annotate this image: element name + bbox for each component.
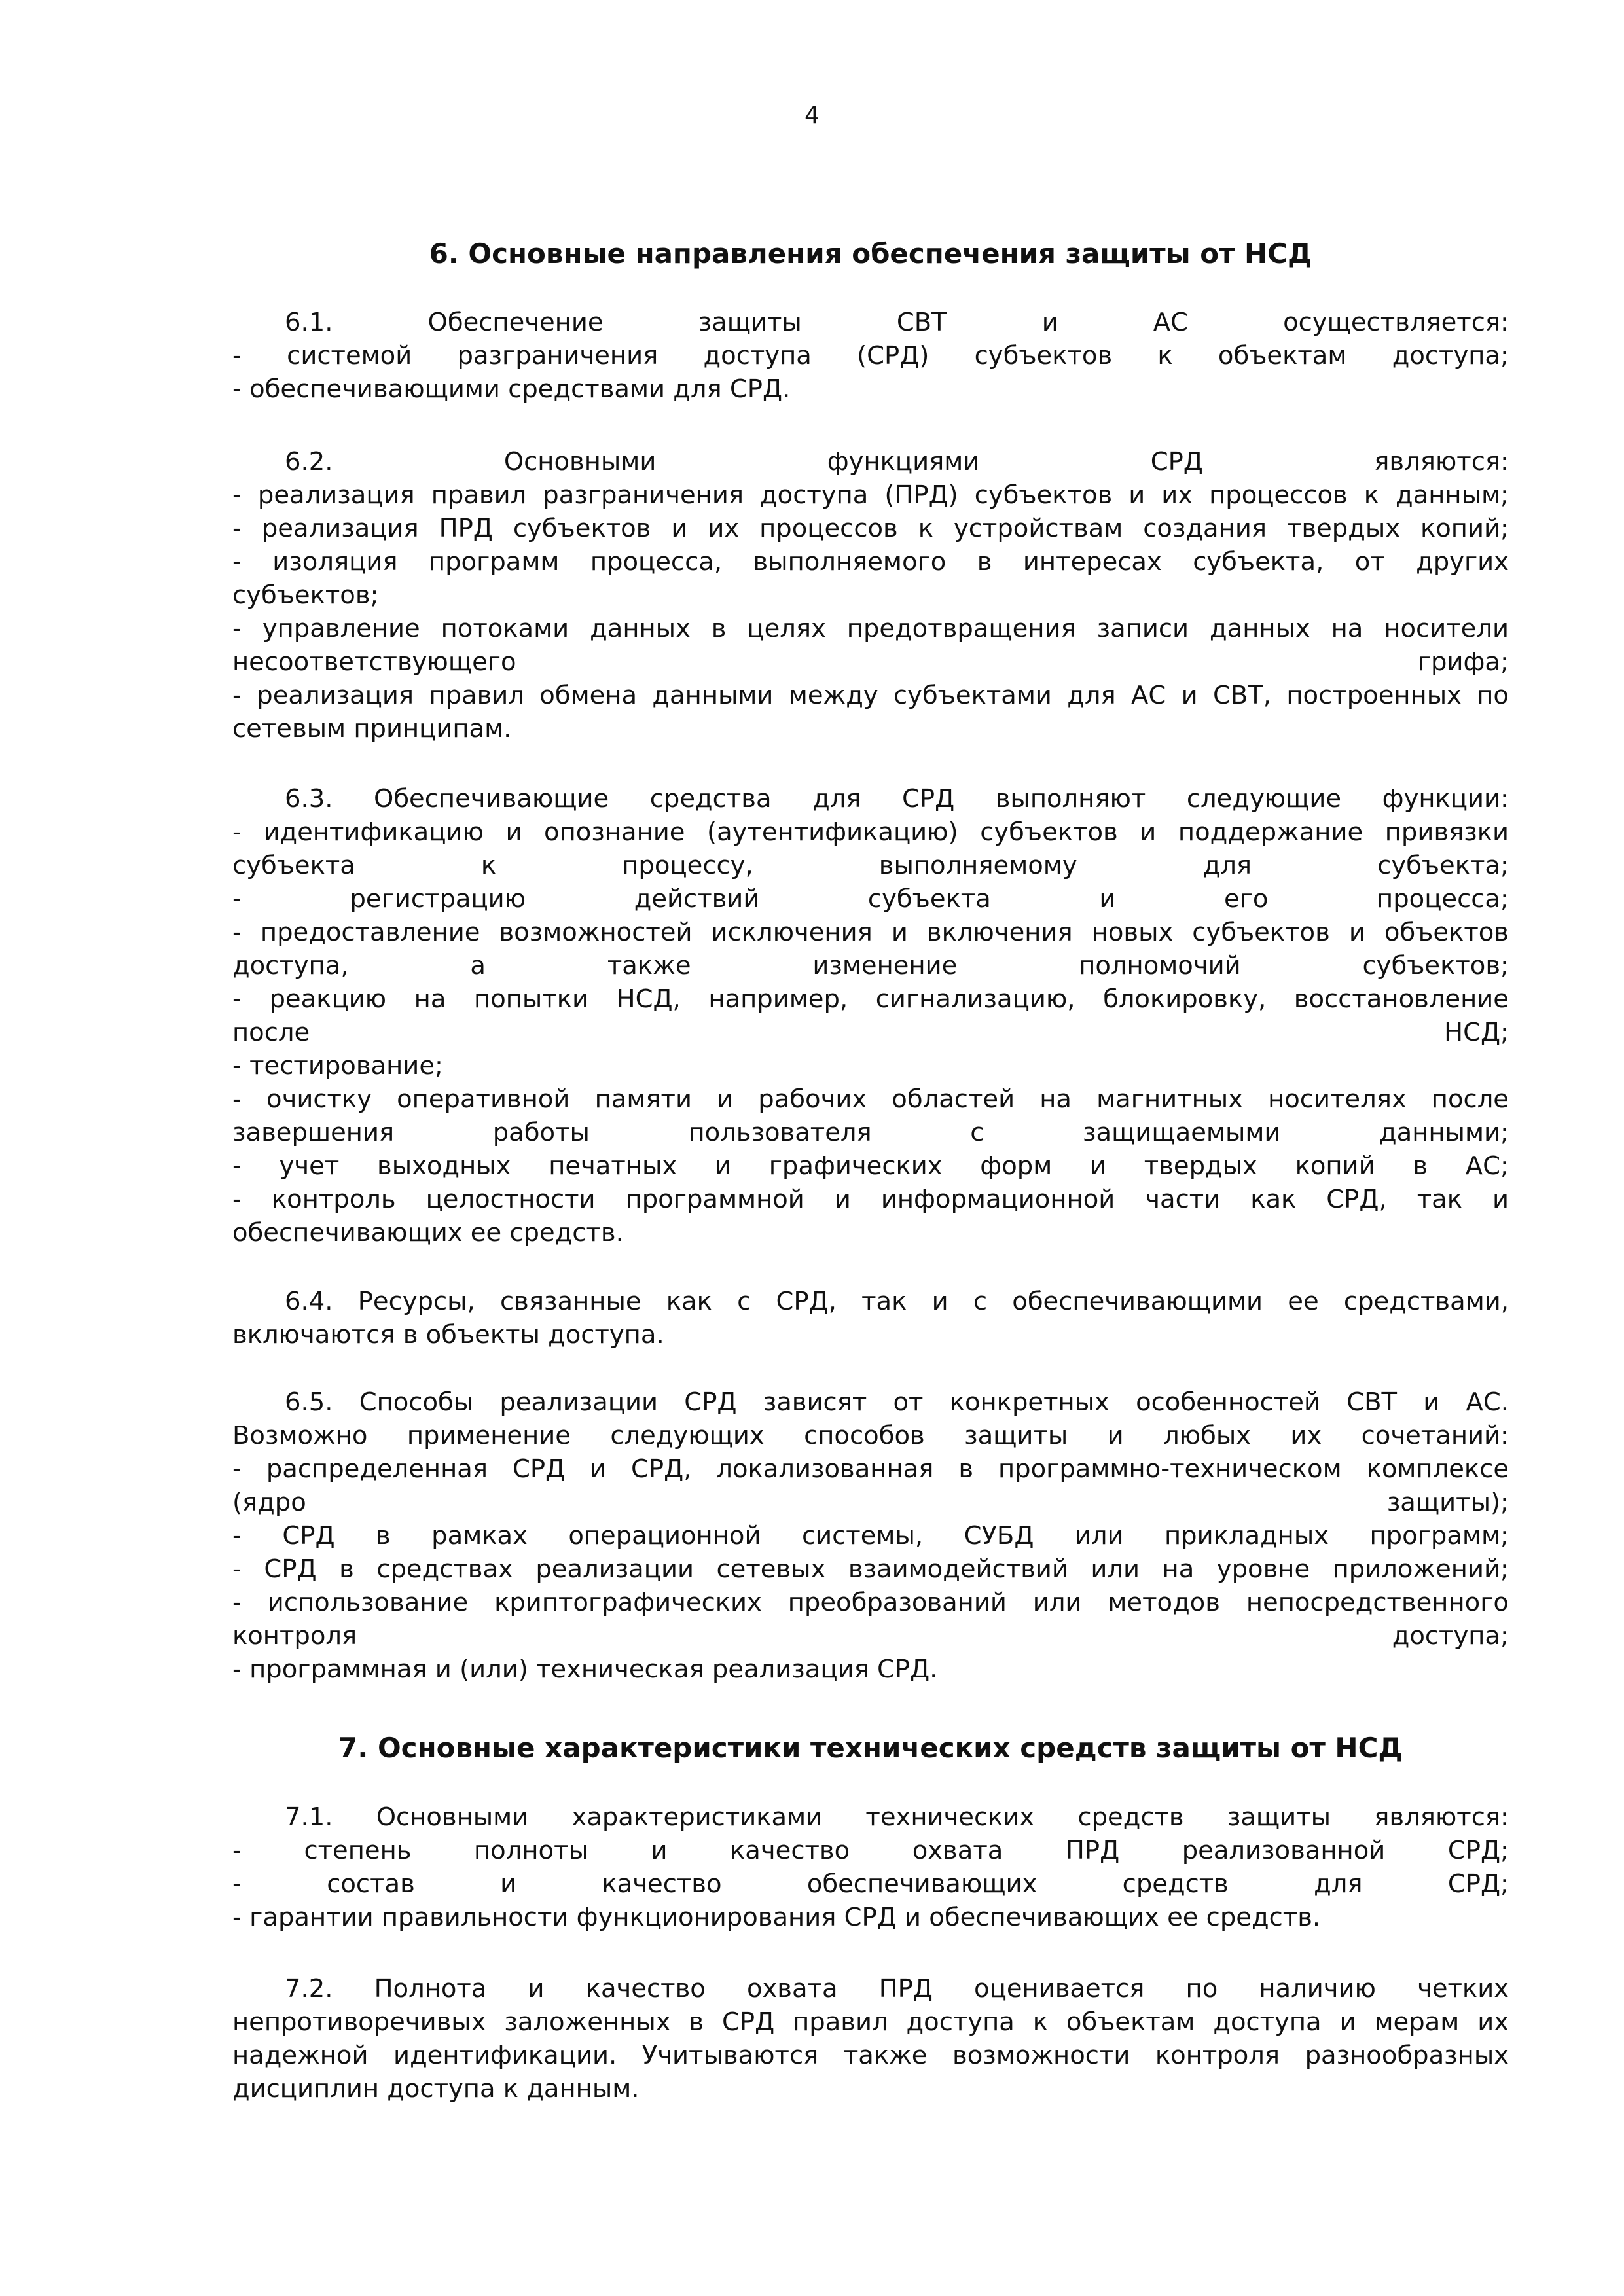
paragraph-line: доступа, а также изменение полномочий субъектов;: [232, 951, 1509, 980]
paragraph-line: - очистку оперативной памяти и рабочих областей на магнитных носителях после: [232, 1085, 1509, 1114]
paragraph-6-4: [232, 1285, 1509, 1352]
paragraph-line: обеспечивающих ее средств.: [232, 1218, 624, 1247]
paragraph-line: - гарантии правильности функционирования СРД и обеспечивающих ее средств.: [232, 1903, 1321, 1932]
paragraph-line: - степень полноты и качество охвата ПРД реализованной СРД;: [232, 1836, 1509, 1865]
paragraph-line: - реализация правил разграничения доступа (ПРД) субъектов и их процессов к данным;: [232, 480, 1509, 510]
paragraph-line: - реакцию на попытки НСД, например, сигнализацию, блокировку, восстановление: [232, 984, 1509, 1014]
paragraph-line: - тестирование;: [232, 1051, 443, 1081]
paragraph-line: - реализация ПРД субъектов и их процессов к устройствам создания твердых копий;: [232, 514, 1509, 543]
paragraph-7-2: [232, 1972, 1509, 2106]
paragraph-line: 7.1. Основными характеристиками технических средств защиты являются:: [285, 1803, 1509, 1832]
paragraph-line: после НСД;: [232, 1018, 1509, 1047]
paragraph-line: - регистрацию действий субъекта и его процесса;: [232, 884, 1509, 914]
paragraph-line: завершения работы пользователя с защищаемыми данными;: [232, 1118, 1509, 1147]
paragraph-6-2: [232, 445, 1509, 745]
paragraph-line: - предоставление возможностей исключения и включения новых субъектов и объектов: [232, 918, 1509, 947]
paragraph-line: 6.2. Основными функциями СРД являются:: [285, 447, 1509, 476]
paragraph-7-1: [232, 1801, 1509, 1934]
paragraph-line: включаются в объекты доступа.: [232, 1320, 664, 1350]
paragraph-line: 6.5. Способы реализации СРД зависят от конкретных особенностей СВТ и АС.: [285, 1388, 1509, 1417]
paragraph-line: - распределенная СРД и СРД, локализованная в программно-техническом комплексе: [232, 1454, 1509, 1484]
paragraph-line: - обеспечивающими средствами для СРД.: [232, 374, 791, 404]
paragraph-line: - СРД в рамках операционной системы, СУБД или прикладных программ;: [232, 1521, 1509, 1551]
section-7-heading: 7. Основные характеристики технических средств защиты от НСД: [338, 1732, 1403, 1764]
paragraph-line: 6.1. Обеспечение защиты СВТ и АС осуществляется:: [285, 308, 1509, 337]
paragraph-line: 6.3. Обеспечивающие средства для СРД выполняют следующие функции:: [285, 784, 1509, 814]
paragraph-line: - реализация правил обмена данными между субъектами для АС и СВТ, построенных по: [232, 681, 1509, 710]
paragraph-line: дисциплин доступа к данным.: [232, 2074, 640, 2104]
paragraph-line: несоответствующего грифа;: [232, 647, 1509, 677]
paragraph-line: надежной идентификации. Учитываются также возможности контроля разнообразных: [232, 2041, 1509, 2070]
paragraph-line: субъектов;: [232, 581, 379, 610]
paragraph-line: (ядро защиты);: [232, 1488, 1509, 1517]
paragraph-line: - изоляция программ процесса, выполняемого в интересах субъекта, от других: [232, 547, 1509, 577]
paragraph-line: - СРД в средствах реализации сетевых взаимодействий или на уровне приложений;: [232, 1554, 1509, 1584]
paragraph-6-5: [232, 1386, 1509, 1686]
paragraph-line: Возможно применение следующих способов защиты и любых их сочетаний:: [232, 1421, 1509, 1450]
paragraph-line: - управление потоками данных в целях предотвращения записи данных на носители: [232, 614, 1509, 643]
page-number: 4: [804, 102, 820, 129]
paragraph-line: 7.2. Полнота и качество охвата ПРД оценивается по наличию четких: [285, 1974, 1509, 2003]
paragraph-line: сетевым принципам.: [232, 714, 512, 744]
paragraph-line: 6.4. Ресурсы, связанные как с СРД, так и с обеспечивающими ее средствами,: [285, 1287, 1509, 1316]
paragraph-line: - системой разграничения доступа (СРД) субъектов к объектам доступа;: [232, 341, 1509, 370]
paragraph-line: - идентификацию и опознание (аутентификацию) субъектов и поддержание привязки: [232, 817, 1509, 847]
paragraph-line: - программная и (или) техническая реализация СРД.: [232, 1655, 938, 1684]
section-6-heading: 6. Основные направления обеспечения защиты от НСД: [429, 238, 1312, 270]
paragraph-line: - учет выходных печатных и графических форм и твердых копий в АС;: [232, 1151, 1509, 1181]
paragraph-line: - состав и качество обеспечивающих средств для СРД;: [232, 1869, 1509, 1899]
paragraph-6-1: [232, 306, 1509, 406]
paragraph-line: субъекта к процессу, выполняемому для субъекта;: [232, 851, 1509, 880]
paragraph-line: контроля доступа;: [232, 1621, 1509, 1651]
paragraph-line: - контроль целостности программной и информационной части как СРД, так и: [232, 1185, 1509, 1214]
paragraph-line: непротиворечивых заложенных в СРД правил доступа к объектам доступа и мерам их: [232, 2007, 1509, 2037]
paragraph-line: - использование криптографических преобразований или методов непосредственного: [232, 1588, 1509, 1617]
paragraph-6-3: [232, 782, 1509, 1249]
